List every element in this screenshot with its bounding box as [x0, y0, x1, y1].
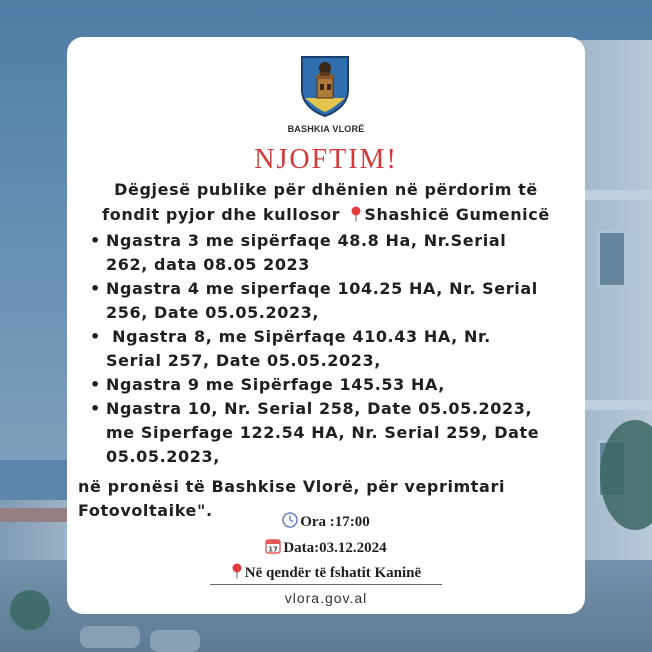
place-text: Në qendër të fshatit Kaninë: [244, 565, 422, 581]
list-item: • Ngastra 4 me siperfaqe 104.25 HA, Nr. Serial 256, Date 05.05.2023,: [90, 279, 538, 322]
calendar-icon: [265, 538, 281, 554]
list-item: • Ngastra 9 me Sipërfage 145.53 HA,: [90, 375, 445, 394]
date-info: [0, 538, 652, 557]
list-item: • Ngastra 3 me sipërfaqe 48.8 Ha, Nr.Serial 262, data 08.05 2023: [90, 231, 507, 274]
time-info: [0, 512, 652, 531]
city-name: BASHKIA VLORË: [287, 124, 365, 134]
svg-text:17: 17: [268, 545, 279, 554]
divider: [210, 584, 442, 585]
location-name: Shashicë Gumenicë: [364, 205, 550, 224]
list-item: • Ngastra 10, Nr. Serial 258, Date 05.05.2023, me Siperfage 122.54 HA, Nr. Serial 259, Date 05.05.2023,: [90, 399, 540, 466]
list-item: • Ngastra 8, me Sipërfaqe 410.43 HA, Nr. Serial 257, Date 05.05.2023,: [90, 327, 491, 370]
time-text: Ora :17:00: [300, 514, 370, 530]
intro-text: fondit pyjor dhe kullosor: [102, 205, 341, 224]
website-link[interactable]: vlora.gov.al: [284, 590, 368, 606]
closing-line-1: në pronësi të Bashkise Vlorë, për veprimtari: [78, 477, 506, 496]
closing-line-2: Fotovoltaike".: [78, 501, 213, 520]
date-text: Data:03.12.2024: [283, 540, 387, 556]
intro-line-2: [0, 203, 652, 227]
pushpin-icon: [231, 563, 243, 579]
announcement-headline: NJOFTIM!: [254, 144, 398, 175]
place-info: [0, 563, 652, 582]
parcel-list: [90, 229, 539, 469]
intro-line-1: Dëgjesë publike për dhënien në përdorim të: [114, 180, 538, 199]
city-coat-of-arms-logo: [298, 54, 352, 118]
pushpin-icon: [350, 206, 362, 222]
clock-icon: [282, 512, 298, 528]
